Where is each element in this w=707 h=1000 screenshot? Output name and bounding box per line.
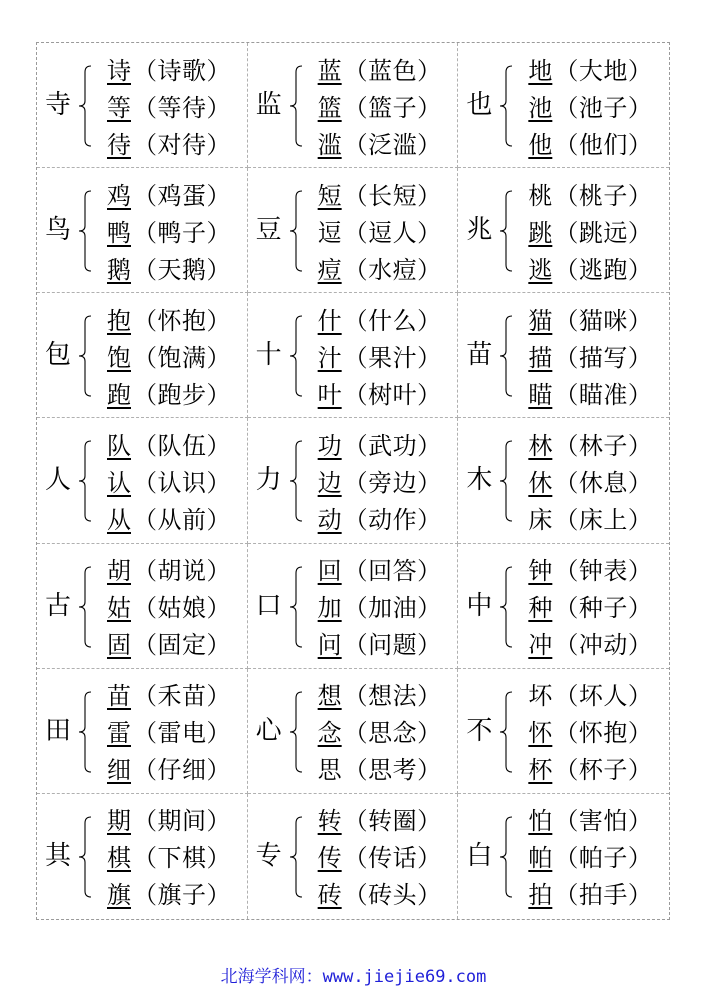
example-word: （跑步）	[133, 380, 231, 409]
list-item	[528, 251, 652, 288]
derived-character: 想	[317, 682, 342, 711]
example-word: （认识）	[133, 468, 231, 497]
example-word: （怀抱）	[133, 306, 231, 335]
derived-character: 思	[317, 756, 342, 785]
example-word: （思念）	[343, 719, 442, 748]
example-word: （传话）	[343, 844, 442, 873]
derived-character: 鹅	[107, 255, 131, 284]
derived-character: 痘	[317, 255, 342, 284]
list-item	[318, 877, 442, 914]
group-cell	[458, 168, 669, 293]
example-word: （鸭子）	[133, 218, 231, 247]
brace-icon	[288, 565, 306, 649]
list-item	[528, 553, 652, 590]
brace-icon	[498, 439, 516, 523]
list-item	[318, 376, 442, 413]
derived-character: 种	[528, 594, 553, 623]
derived-character: 怕	[528, 807, 553, 836]
derived-character: 蓝	[317, 56, 342, 85]
example-word: （禾苗）	[133, 682, 231, 711]
brace-icon	[498, 565, 516, 649]
derived-character: 转	[317, 807, 342, 836]
list-item	[528, 89, 652, 126]
list-item	[528, 590, 652, 627]
derived-character: 从	[107, 505, 131, 534]
derived-character: 鸭	[107, 218, 131, 247]
derived-list	[318, 427, 442, 538]
list-item	[107, 678, 231, 715]
list-item	[318, 427, 442, 464]
derived-list	[528, 177, 652, 288]
example-word: （什么）	[343, 306, 442, 335]
example-word: （冲动）	[554, 631, 653, 660]
example-word: （坏人）	[554, 682, 653, 711]
list-item	[528, 339, 652, 376]
example-word: （下棋）	[133, 844, 231, 873]
list-item	[107, 553, 231, 590]
group-cell	[37, 669, 248, 794]
group-cell	[248, 43, 459, 168]
derived-character: 帕	[528, 844, 553, 873]
derived-list	[318, 52, 442, 163]
derived-character: 描	[528, 343, 553, 372]
example-word: （武功）	[343, 431, 442, 460]
example-word: （等待）	[133, 93, 231, 122]
example-word: （胡说）	[133, 557, 231, 586]
derived-character: 池	[528, 93, 553, 122]
brace-icon	[498, 690, 516, 774]
list-item	[528, 627, 652, 664]
group-cell	[458, 794, 669, 919]
list-item	[107, 126, 231, 163]
example-word: （回答）	[343, 557, 442, 586]
list-item	[528, 840, 652, 877]
root-character: 古	[45, 590, 72, 621]
example-word: （砖头）	[343, 881, 442, 910]
derived-character: 胡	[107, 557, 131, 586]
example-word: （篮子）	[343, 93, 442, 122]
derived-list	[528, 427, 652, 538]
list-item	[107, 89, 231, 126]
derived-character: 边	[317, 468, 342, 497]
list-item	[107, 715, 231, 752]
list-item	[528, 803, 652, 840]
example-word: （钟表）	[554, 557, 653, 586]
example-word: （加油）	[343, 594, 442, 623]
derived-character: 苗	[107, 682, 131, 711]
example-word: （思考）	[343, 756, 442, 785]
derived-character: 鸡	[107, 181, 131, 210]
root-character: 包	[45, 340, 72, 371]
derived-list	[528, 678, 652, 789]
list-item	[528, 715, 652, 752]
example-word: （长短）	[343, 181, 442, 210]
group-cell	[37, 168, 248, 293]
example-word: （逃跑）	[554, 255, 653, 284]
example-word: （休息）	[554, 468, 653, 497]
list-item	[107, 590, 231, 627]
list-item	[107, 877, 231, 914]
list-item	[107, 52, 231, 89]
brace-icon	[288, 64, 306, 148]
list-item	[107, 464, 231, 501]
group-cell	[37, 544, 248, 669]
brace-icon	[77, 189, 95, 273]
example-word: （猫咪）	[554, 306, 653, 335]
example-word: （帕子）	[554, 844, 653, 873]
derived-character: 瞄	[528, 380, 553, 409]
example-word: （旗子）	[133, 881, 231, 910]
example-word: （仔细）	[133, 756, 231, 785]
brace-icon	[77, 64, 95, 148]
list-item	[318, 214, 442, 251]
derived-character: 跑	[107, 380, 131, 409]
derived-character: 坏	[528, 682, 553, 711]
root-character: 不	[466, 715, 493, 746]
example-word: （害怕）	[554, 807, 653, 836]
derived-list	[107, 302, 231, 413]
brace-icon	[498, 189, 516, 273]
list-item	[318, 126, 442, 163]
list-item	[107, 376, 231, 413]
brace-icon	[288, 815, 306, 899]
derived-character: 叶	[317, 380, 342, 409]
list-item	[528, 427, 652, 464]
derived-character: 跳	[528, 218, 553, 247]
derived-character: 姑	[107, 594, 131, 623]
root-character: 力	[255, 465, 282, 496]
list-item	[528, 877, 652, 914]
list-item	[107, 840, 231, 877]
list-item	[528, 126, 652, 163]
example-word: （水痘）	[343, 255, 442, 284]
brace-icon	[498, 314, 516, 398]
derived-character: 什	[317, 306, 342, 335]
brace-icon	[77, 690, 95, 774]
root-character: 白	[466, 841, 493, 872]
list-item	[318, 251, 442, 288]
group-cell	[248, 794, 459, 919]
example-word: （想法）	[343, 682, 442, 711]
derived-character: 怀	[528, 719, 553, 748]
derived-character: 期	[107, 807, 131, 836]
root-character: 也	[466, 90, 493, 121]
derived-character: 杯	[528, 756, 553, 785]
derived-list	[528, 803, 652, 914]
derived-character: 汁	[317, 343, 342, 372]
example-word: （瞄准）	[554, 380, 653, 409]
group-cell	[37, 43, 248, 168]
example-word: （怀抱）	[554, 719, 653, 748]
root-character: 专	[255, 841, 282, 872]
group-cell	[248, 168, 459, 293]
derived-character: 功	[317, 431, 342, 460]
brace-icon	[77, 314, 95, 398]
example-word: （天鹅）	[133, 255, 231, 284]
list-item	[528, 464, 652, 501]
derived-character: 棋	[107, 844, 131, 873]
example-word: （姑娘）	[133, 594, 231, 623]
list-item	[107, 302, 231, 339]
derived-character: 动	[317, 505, 342, 534]
derived-character: 饱	[107, 343, 131, 372]
derived-character: 拍	[528, 881, 553, 910]
root-character: 豆	[255, 215, 282, 246]
group-cell	[248, 293, 459, 418]
root-character: 鸟	[45, 215, 72, 246]
derived-list	[528, 302, 652, 413]
list-item	[107, 752, 231, 789]
derived-list	[107, 553, 231, 664]
derived-list	[107, 803, 231, 914]
example-word: （种子）	[554, 594, 653, 623]
example-word: （他们）	[554, 130, 653, 159]
group-cell	[248, 669, 459, 794]
group-cell	[458, 669, 669, 794]
derived-character: 等	[107, 93, 131, 122]
example-word: （果汁）	[343, 343, 442, 372]
list-item	[318, 553, 442, 590]
brace-icon	[77, 815, 95, 899]
derived-character: 他	[528, 130, 553, 159]
brace-icon	[288, 439, 306, 523]
derived-list	[318, 302, 442, 413]
derived-character: 短	[317, 181, 342, 210]
derived-list	[107, 427, 231, 538]
example-word: （逗人）	[343, 218, 442, 247]
derived-character: 念	[317, 719, 342, 748]
derived-character: 冲	[528, 631, 553, 660]
example-word: （固定）	[133, 631, 231, 660]
list-item	[107, 803, 231, 840]
derived-list	[318, 177, 442, 288]
brace-icon	[77, 439, 95, 523]
derived-list	[318, 803, 442, 914]
derived-character: 逃	[528, 255, 553, 284]
derived-character: 钟	[528, 557, 553, 586]
derived-character: 问	[317, 631, 342, 660]
example-word: （蓝色）	[343, 56, 442, 85]
example-word: （从前）	[133, 505, 231, 534]
derived-list	[107, 52, 231, 163]
derived-character: 床	[528, 505, 553, 534]
list-item	[318, 803, 442, 840]
list-item	[318, 177, 442, 214]
example-word: （队伍）	[133, 431, 231, 460]
root-character: 其	[45, 841, 72, 872]
root-character: 监	[255, 90, 282, 121]
list-item	[318, 678, 442, 715]
group-cell	[37, 794, 248, 919]
list-item	[318, 752, 442, 789]
example-word: （雷电）	[133, 719, 231, 748]
list-item	[528, 752, 652, 789]
root-character: 中	[466, 590, 493, 621]
example-word: （跳远）	[554, 218, 653, 247]
derived-character: 旗	[107, 881, 131, 910]
list-item	[318, 590, 442, 627]
root-character: 田	[45, 715, 72, 746]
example-word: （期间）	[133, 807, 231, 836]
example-word: （动作）	[343, 505, 442, 534]
example-word: （池子）	[554, 93, 653, 122]
derived-character: 抱	[107, 306, 131, 335]
list-item	[318, 52, 442, 89]
list-item	[318, 501, 442, 538]
derived-character: 细	[107, 756, 131, 785]
root-character: 心	[255, 715, 282, 746]
list-item	[107, 251, 231, 288]
list-item	[528, 177, 652, 214]
derived-character: 认	[107, 468, 131, 497]
list-item	[107, 427, 231, 464]
list-item	[528, 302, 652, 339]
list-item	[318, 840, 442, 877]
root-character: 兆	[466, 215, 493, 246]
group-cell	[248, 544, 459, 669]
list-item	[107, 627, 231, 664]
derived-character: 休	[528, 468, 553, 497]
group-cell	[458, 418, 669, 543]
example-word: （诗歌）	[133, 56, 231, 85]
group-cell	[248, 418, 459, 543]
derived-character: 林	[528, 431, 553, 460]
group-cell	[458, 544, 669, 669]
derived-character: 固	[107, 631, 131, 660]
derived-character: 滥	[317, 130, 342, 159]
example-word: （林子）	[554, 431, 653, 460]
list-item	[318, 89, 442, 126]
root-character: 木	[466, 465, 493, 496]
derived-character: 猫	[528, 306, 553, 335]
character-grid	[36, 42, 670, 920]
derived-character: 雷	[107, 719, 131, 748]
list-item	[107, 501, 231, 538]
example-word: （转圈）	[343, 807, 442, 836]
root-character: 人	[45, 465, 72, 496]
list-item	[528, 52, 652, 89]
brace-icon	[288, 189, 306, 273]
brace-icon	[498, 815, 516, 899]
root-character: 寺	[45, 90, 72, 121]
group-cell	[37, 293, 248, 418]
example-word: （旁边）	[343, 468, 442, 497]
brace-icon	[77, 565, 95, 649]
list-item	[318, 339, 442, 376]
derived-character: 队	[107, 431, 131, 460]
example-word: （桃子）	[554, 181, 653, 210]
derived-character: 地	[528, 56, 553, 85]
derived-character: 砖	[317, 881, 342, 910]
root-character: 十	[255, 340, 282, 371]
list-item	[528, 214, 652, 251]
derived-list	[107, 678, 231, 789]
group-cell	[458, 43, 669, 168]
example-word: （鸡蛋）	[133, 181, 231, 210]
derived-character: 加	[317, 594, 342, 623]
list-item	[107, 214, 231, 251]
example-word: （树叶）	[343, 380, 442, 409]
list-item	[318, 464, 442, 501]
list-item	[107, 339, 231, 376]
root-character: 苗	[466, 340, 493, 371]
derived-character: 待	[107, 130, 131, 159]
example-word: （描写）	[554, 343, 653, 372]
group-cell	[37, 418, 248, 543]
list-item	[528, 678, 652, 715]
example-word: （饱满）	[133, 343, 231, 372]
example-word: （问题）	[343, 631, 442, 660]
brace-icon	[288, 690, 306, 774]
derived-list	[107, 177, 231, 288]
derived-character: 篮	[317, 93, 342, 122]
list-item	[528, 376, 652, 413]
example-word: （拍手）	[554, 881, 653, 910]
derived-list	[318, 678, 442, 789]
example-word: （床上）	[554, 505, 653, 534]
brace-icon	[288, 314, 306, 398]
example-word: （杯子）	[554, 756, 653, 785]
list-item	[318, 715, 442, 752]
derived-character: 诗	[107, 56, 131, 85]
derived-character: 逗	[317, 218, 342, 247]
example-word: （对待）	[133, 130, 231, 159]
example-word: （泛滥）	[343, 130, 442, 159]
example-word: （大地）	[554, 56, 653, 85]
derived-character: 桃	[528, 181, 553, 210]
derived-list	[318, 553, 442, 664]
list-item	[528, 501, 652, 538]
derived-list	[528, 52, 652, 163]
list-item	[318, 302, 442, 339]
list-item	[318, 627, 442, 664]
root-character: 口	[255, 590, 282, 621]
derived-list	[528, 553, 652, 664]
footer-source: 北海学科网：www.jiejie69.com	[220, 967, 487, 987]
list-item	[107, 177, 231, 214]
brace-icon	[498, 64, 516, 148]
group-cell	[458, 293, 669, 418]
derived-character: 传	[317, 844, 342, 873]
derived-character: 回	[317, 557, 342, 586]
